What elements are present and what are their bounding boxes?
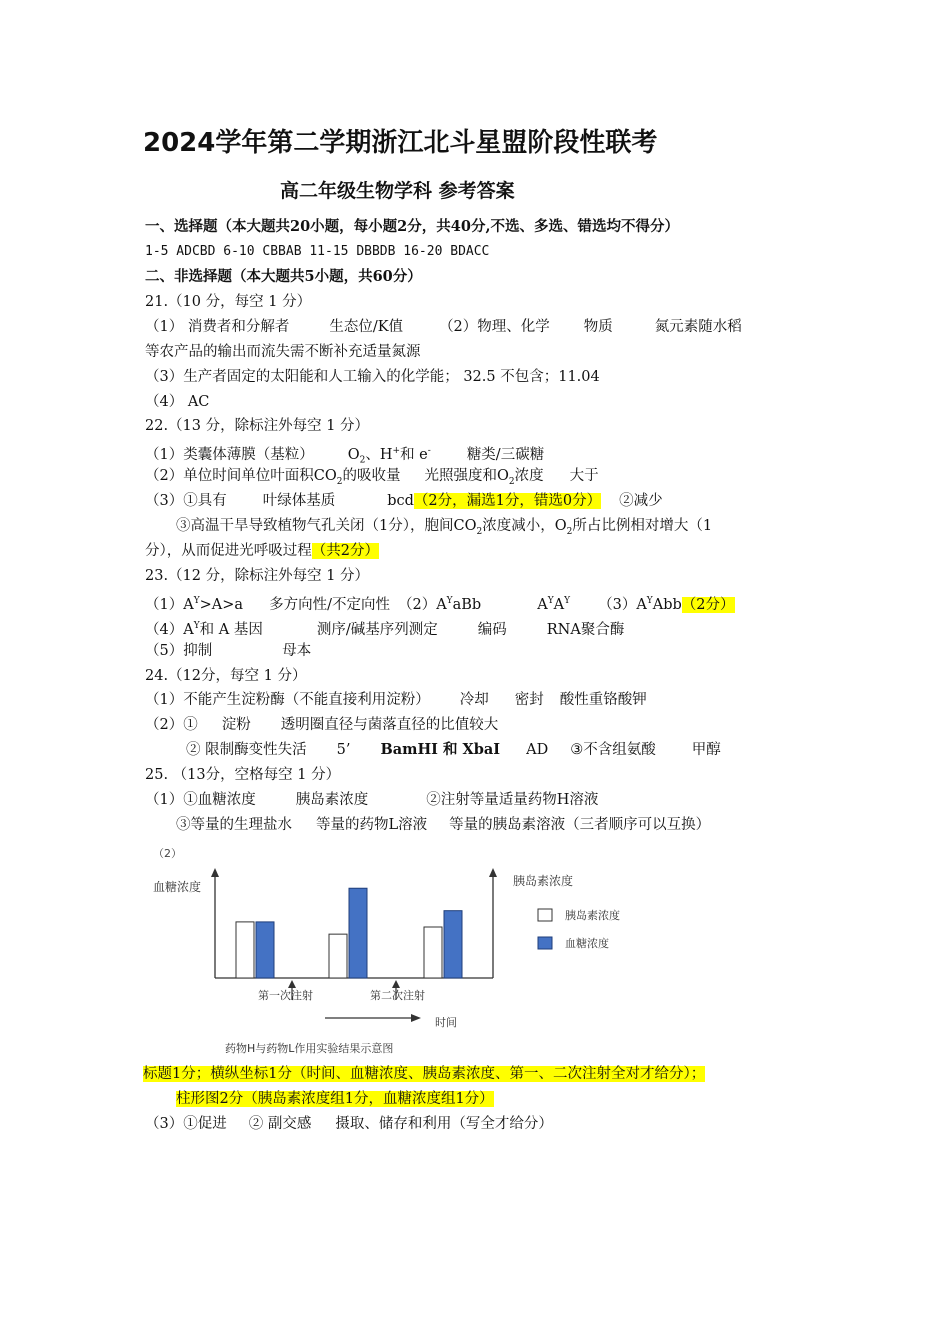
q23-line1 xyxy=(145,591,735,615)
q24-l3d: AD xyxy=(526,742,549,758)
results-chart xyxy=(145,842,645,1060)
q25-l2b: 等量的药物L溶液 xyxy=(316,817,428,833)
q23-l1a-rest: >A>a xyxy=(199,596,244,613)
q22-l1c: 糖类/三碳糖 xyxy=(466,446,545,463)
q25-l1c: ②注射等量适量药物H溶液 xyxy=(426,792,599,808)
q25-hl1: 标题1分；横纵坐标1分（时间、血糖浓度、胰岛素浓度、第一、二次注射全对才给分）； xyxy=(143,1066,706,1082)
bar-glucose-1 xyxy=(256,922,274,978)
q22-l2d: 浓度 xyxy=(514,468,544,484)
bar-glucose-2 xyxy=(349,888,367,978)
q23-l1c: （2）A xyxy=(397,596,447,613)
q24-l2b: 淀粉 xyxy=(221,717,251,733)
q25-l1b: 胰岛素浓度 xyxy=(295,792,369,808)
q25-l1a: （1）①血糖浓度 xyxy=(145,792,256,808)
injection-arrowhead-2 xyxy=(392,980,400,988)
q25-grading-line2 xyxy=(176,1089,494,1109)
chart-annotation-2: 第二次注射 xyxy=(370,989,425,1002)
q25-grading-line1 xyxy=(143,1064,705,1084)
section1-answers: 1-5 ADCBD 6-10 CBBAB 11-15 DBBDB 16-20 BDACC xyxy=(145,244,490,259)
q22-line5 xyxy=(145,541,379,561)
sup: - xyxy=(427,446,431,456)
chart-ylabel-left: 血糖浓度 xyxy=(153,880,202,894)
q24-head: 24.（12分，每空 1 分） xyxy=(145,668,307,684)
q25-line1 xyxy=(145,790,598,810)
q24-l1d: 酸性重铬酸钾 xyxy=(559,692,647,708)
q23-l2c: 编码 xyxy=(477,621,507,638)
q21-line4: （4） AC xyxy=(145,394,210,410)
q22-l4b: 浓度减小，O xyxy=(482,518,567,534)
bar-insulin-2 xyxy=(329,934,347,978)
q24-l3a: ② 限制酶变性失活 xyxy=(186,742,307,758)
sup: Y xyxy=(193,596,200,606)
q22-l2c: 光照强度和O xyxy=(424,468,509,484)
sub: 2 xyxy=(566,526,573,537)
q24-l2a: （2）① xyxy=(145,717,198,733)
q23-l1e-highlight: （2分） xyxy=(681,596,735,613)
q23-l1d: A xyxy=(537,596,548,613)
q24-l2c: 透明圈直径与菌落直径的比值较大 xyxy=(280,717,499,733)
q24-l3c: BamHI 和 XbaI xyxy=(380,741,501,758)
q22-l3b: 叶绿体基质 xyxy=(262,493,336,509)
q23-l3a: （5）抑制 xyxy=(145,643,213,659)
q23-line2 xyxy=(145,616,624,640)
sub: 2 xyxy=(476,526,483,537)
q22-l3c: bcd xyxy=(387,493,414,509)
sub: 2 xyxy=(336,476,343,487)
q21-l1b: 生态位/K值 xyxy=(329,319,404,335)
q22-line2 xyxy=(145,466,599,492)
q22-h: 、H xyxy=(365,446,393,463)
chart-panel-label: （2） xyxy=(153,847,182,860)
q24-line3 xyxy=(186,740,721,760)
injection-arrowhead-1 xyxy=(288,980,296,988)
section1-heading: 一、选择题（本大题共20小题，每小题2分，共40分,不选、多选、错选均不得分） xyxy=(145,218,679,235)
sub: 2 xyxy=(359,455,366,466)
q25-hl2: 柱形图2分（胰岛素浓度组1分，血糖浓度组1分） xyxy=(176,1091,494,1107)
q22-l2a: （2）单位时间单位叶面积CO xyxy=(145,468,337,484)
q22-head: 22.（13 分，除标注外每空 1 分） xyxy=(145,418,370,434)
q25-l3a: （3）①促进 xyxy=(145,1116,227,1132)
q21-line2: 等农产品的输出而流失需不断补充适量氮源 xyxy=(145,344,421,360)
chart-bars xyxy=(236,888,462,978)
q25-line3 xyxy=(145,1114,553,1134)
time-arrowhead xyxy=(411,1014,421,1022)
chart-annotation-1: 第一次注射 xyxy=(258,989,313,1002)
sup: Y xyxy=(547,596,554,606)
chart-title: 药物H与药物L作用实验结果示意图 xyxy=(225,1042,394,1055)
q25-line2 xyxy=(176,815,710,835)
sup: Y xyxy=(446,596,453,606)
q22-l3d: ②减少 xyxy=(619,493,663,509)
legend-swatch-insulin xyxy=(538,909,552,921)
bar-glucose-3 xyxy=(444,911,462,978)
q25-l3c: 摄取、储存和利用（写全才给分） xyxy=(335,1116,553,1132)
q24-l3f: 甲醇 xyxy=(691,742,721,758)
q25-l2a: ③等量的生理盐水 xyxy=(176,817,292,833)
chart-y-arrow-right xyxy=(489,868,497,877)
chart-y-arrow-left xyxy=(211,868,219,877)
sub: 2 xyxy=(508,476,515,487)
legend-swatch-glucose xyxy=(538,937,552,949)
q24-l1a: （1）不能产生淀粉酶（不能直接利用淀粉） xyxy=(145,692,430,708)
page-title: 2024学年第二学期浙江北斗星盟阶段性联考 xyxy=(143,128,658,158)
q25-l3b: ② 副交感 xyxy=(248,1116,312,1132)
q22-l3c-highlight: （2分，漏选1分，错选0分） xyxy=(413,493,602,509)
q23-l3b: 母本 xyxy=(282,643,312,659)
q22-l5a: 分），从而促进光呼吸过程 xyxy=(145,543,312,559)
q21-line3: （3）生产者固定的太阳能和人工输入的化学能； 32.5 不包含；11.04 xyxy=(145,369,600,385)
sup: + xyxy=(392,446,401,456)
chart-ylabel-right: 胰岛素浓度 xyxy=(513,874,574,888)
q23-l2a-rest: 和 A 基因 xyxy=(199,621,263,638)
q24-l1c: 密封 xyxy=(514,692,544,708)
q21-l1d: 物质 xyxy=(583,319,613,335)
q24-l3e: ③不含组氨酸 xyxy=(570,742,656,758)
q23-line3 xyxy=(145,641,311,661)
bar-insulin-1 xyxy=(236,922,254,978)
q22-o: O xyxy=(347,446,360,463)
q22-e: 和 e xyxy=(400,446,428,463)
q21-l1c: （2）物理、化学 xyxy=(439,319,550,335)
q21-head: 21.（10 分，每空 1 分） xyxy=(145,294,312,310)
q23-head: 23.（12 分，除标注外每空 1 分） xyxy=(145,568,370,584)
chart-xlabel: 时间 xyxy=(435,1016,457,1029)
q23-l2b: 测序/碱基序列测定 xyxy=(316,621,438,638)
legend-label-insulin: 胰岛素浓度 xyxy=(565,909,620,922)
q23-l1e: （3）A xyxy=(598,596,647,613)
q22-l3a: （3）①具有 xyxy=(145,493,227,509)
q23-l2d: RNA聚合酶 xyxy=(546,621,625,638)
q22-line4 xyxy=(176,516,712,542)
q23-l2a: （4）A xyxy=(145,621,194,638)
q22-l2b: 的吸收量 xyxy=(342,468,401,484)
q22-l4c: 所占比例相对增大（1 xyxy=(572,518,713,534)
q22-l5-highlight: （共2分） xyxy=(311,543,379,559)
page-subtitle: 高二年级生物学科 参考答案 xyxy=(280,180,515,202)
sup: Y xyxy=(564,596,571,606)
legend-label-glucose: 血糖浓度 xyxy=(565,937,609,950)
q22-l2e: 大于 xyxy=(569,468,599,484)
q24-l1b: 冷却 xyxy=(459,692,489,708)
q24-line1 xyxy=(145,690,647,710)
q22-l4a: ③高温干旱导致植物气孔关闭（1分），胞间CO xyxy=(176,518,477,534)
sup: Y xyxy=(646,596,653,606)
q22-l1a: （1）类囊体薄膜（基粒） xyxy=(145,446,314,463)
q21-l1e: 氮元素随水稻 xyxy=(654,319,742,335)
q25-l2c: 等量的胰岛素溶液（三者顺序可以互换） xyxy=(449,817,711,833)
q23-l1a: （1）A xyxy=(145,596,194,613)
q25-head: 25. （13分，空格每空 1 分） xyxy=(145,767,341,783)
section2-heading: 二、非选择题（本大题共5小题，共60分） xyxy=(145,268,422,285)
q23-l1e-rest: Abb xyxy=(652,596,682,613)
sup: Y xyxy=(193,621,200,631)
q23-l1b: 多方向性/不定向性 xyxy=(269,596,390,613)
q23-l1c-rest: aBb xyxy=(452,596,482,613)
q21-line1 xyxy=(145,317,742,337)
q24-l3b: 5’ xyxy=(336,742,351,758)
q22-line3 xyxy=(145,491,663,511)
q21-l1a: （1） 消费者和分解者 xyxy=(145,319,290,335)
q23-l1d-mid: A xyxy=(553,596,565,613)
q24-line2 xyxy=(145,715,498,735)
bar-insulin-3 xyxy=(424,927,442,978)
